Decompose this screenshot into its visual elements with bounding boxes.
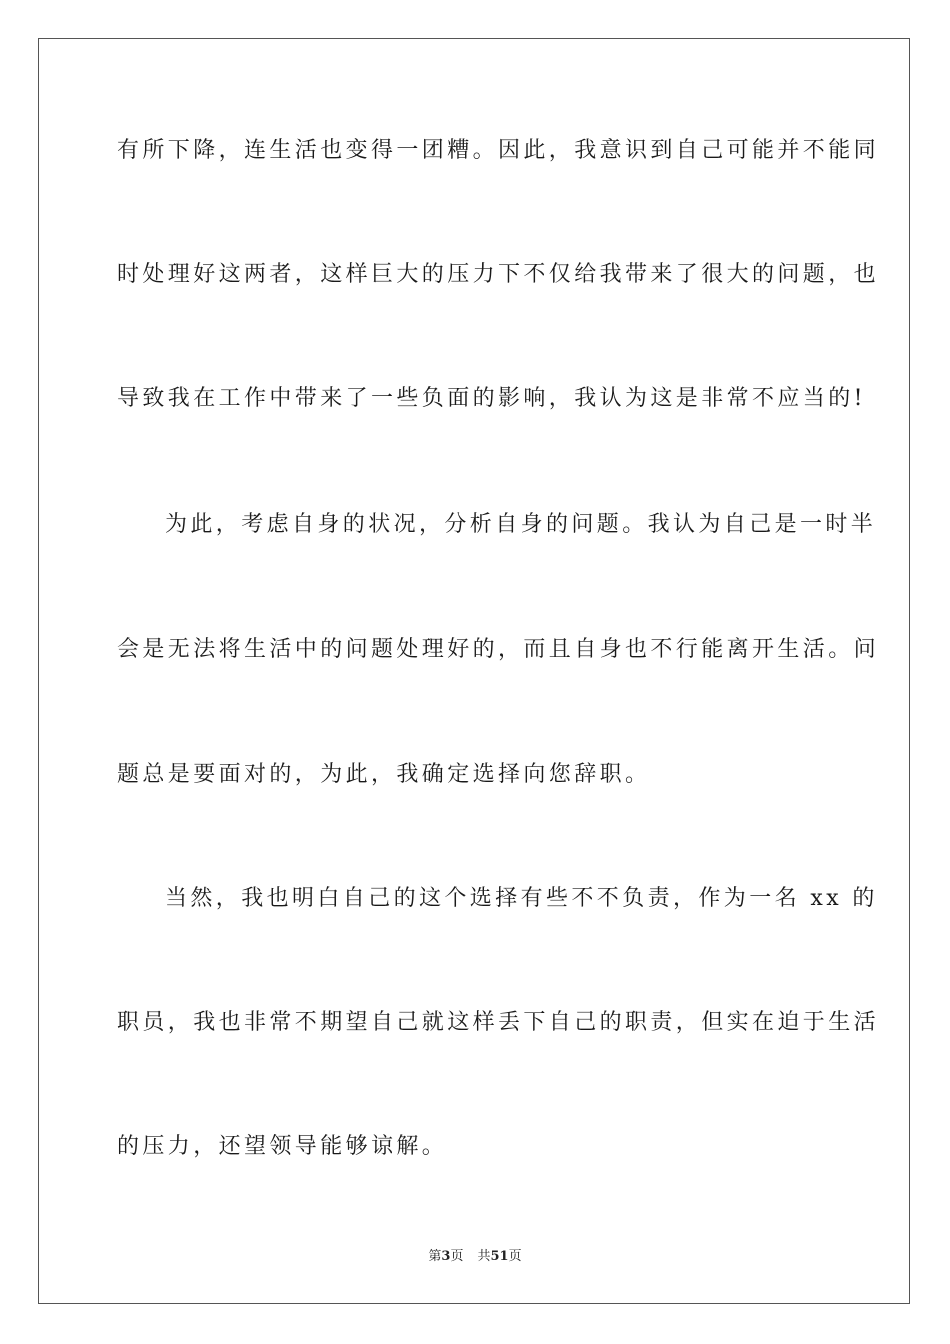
body-line-7: 当然，我也明白自己的这个选择有些不不负责，作为一名 xx 的 [165, 886, 878, 911]
page-border [38, 38, 910, 1304]
body-line-9: 的压力，还望领导能够谅解。 [117, 1134, 448, 1159]
total-pages: 51 [490, 1249, 509, 1264]
total-suffix: 页 [508, 1249, 522, 1264]
page-number: 3 [441, 1249, 451, 1264]
page-footer [0, 1248, 950, 1266]
body-line-4: 为此，考虑自身的状况，分析自身的问题。我认为自己是一时半 [165, 512, 877, 537]
body-line-3: 导致我在工作中带来了一些负面的影响，我认为这是非常不应当的! [117, 386, 866, 411]
body-line-5: 会是无法将生活中的问题处理好的，而且自身也不行能离开生活。问 [117, 637, 880, 662]
page-suffix: 页 [450, 1249, 464, 1264]
body-line-2: 时处理好这两者，这样巨大的压力下不仅给我带来了很大的问题，也 [117, 262, 880, 287]
total-prefix: 共 [477, 1249, 491, 1264]
page-prefix: 第 [428, 1249, 442, 1264]
body-line-6: 题总是要面对的，为此，我确定选择向您辞职。 [117, 762, 651, 787]
body-line-1: 有所下降，连生活也变得一团糟。因此，我意识到自己可能并不能同 [117, 138, 880, 163]
body-line-8: 职员，我也非常不期望自己就这样丢下自己的职责，但实在迫于生活 [117, 1010, 880, 1035]
